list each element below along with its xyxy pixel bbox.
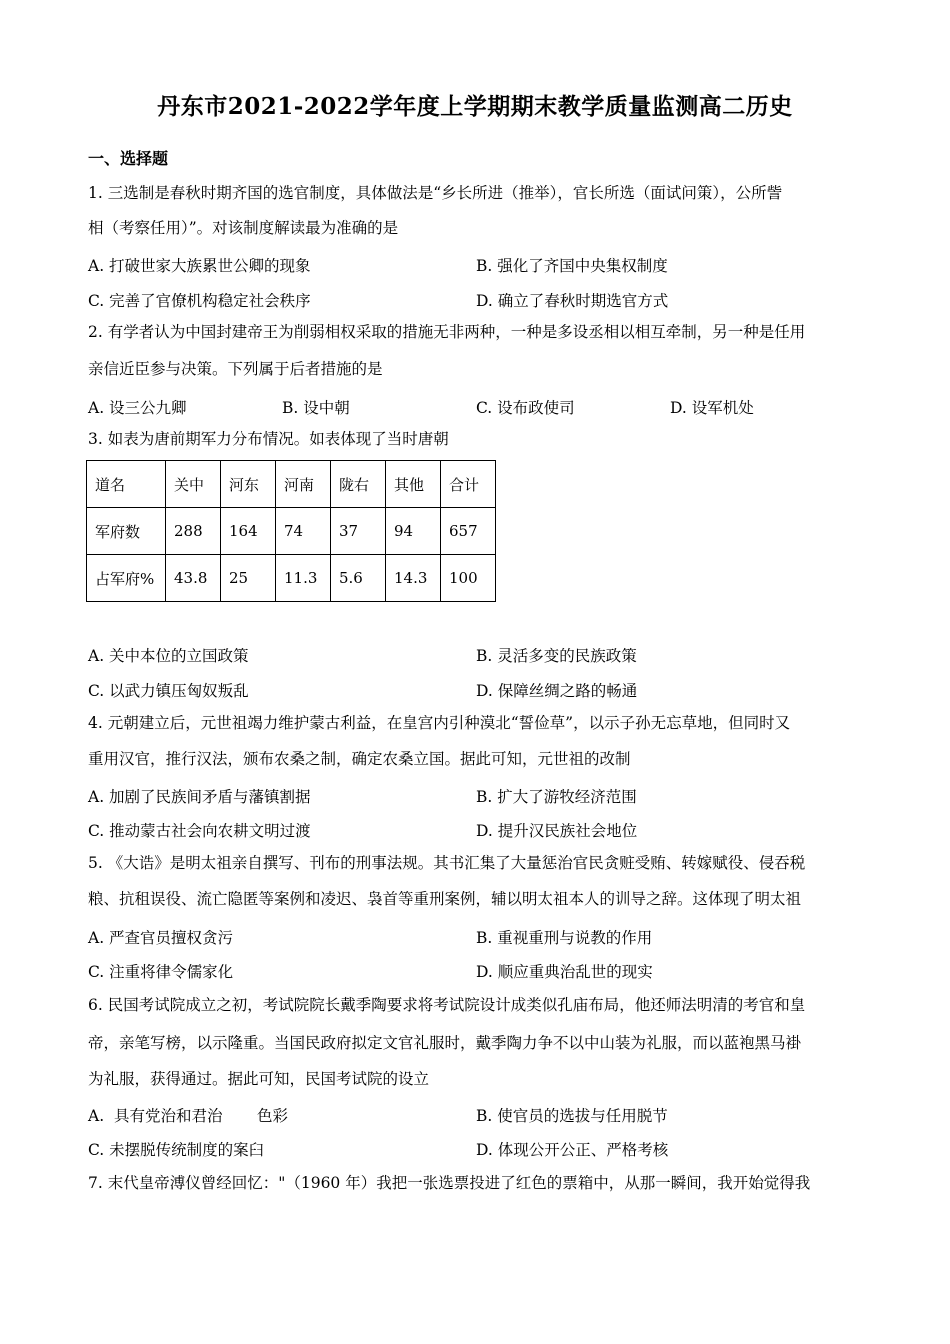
question-6-line-3: 为礼服，获得通过。据此可知，民国考试院的设立: [88, 1070, 430, 1088]
section-heading: 一、选择题: [88, 149, 169, 168]
question-6-option-c: C. 未摆脱传统制度的案臼: [88, 1141, 265, 1159]
table-cell: 河南: [276, 461, 331, 508]
question-1-line-1: 1. 三选制是春秋时期齐国的选官制度，具体做法是“乡长所进（推举），官长所选（面试问策），公所訾: [88, 184, 783, 202]
question-2-option-a: A. 设三公九卿: [88, 399, 187, 417]
table-cell: 25: [221, 555, 276, 602]
question-7-line-1: 7. 末代皇帝溥仪曾经回忆："（1960 年）我把一张选票投进了红色的票箱中，从那一瞬间，我开始觉得我: [88, 1174, 811, 1192]
table-cell: 道名: [87, 461, 166, 508]
question-2-option-d: D. 设军机处: [670, 399, 754, 417]
question-1-option-d: D. 确立了春秋时期选官方式: [476, 292, 669, 310]
question-4-line-2: 重用汉官，推行汉法，颁布农桑之制，确定农桑立国。据此可知，元世祖的改制: [88, 750, 631, 768]
table-cell: 164: [221, 508, 276, 555]
question-2-line-2: 亲信近臣参与决策。下列属于后者措施的是: [88, 360, 383, 378]
table-cell: 94: [386, 508, 441, 555]
table-row: [87, 508, 496, 555]
table-header-row: [87, 461, 496, 508]
table-cell: 11.3: [276, 555, 331, 602]
table-cell: 其他: [386, 461, 441, 508]
question-3-option-a: A. 关中本位的立国政策: [88, 647, 249, 665]
question-6-line-2: 帝，亲笔写榜，以示隆重。当国民政府拟定文官礼服时，戴季陶力争不以中山装为礼服，而以蓝袍黑马褂: [88, 1034, 802, 1052]
table-cell: 74: [276, 508, 331, 555]
question-3-option-d: D. 保障丝绸之路的畅通: [476, 682, 638, 700]
question-6-line-1: 6. 民国考试院成立之初，考试院院长戴季陶要求将考试院设计成类似孔庙布局，他还师法明清的考官和皇: [88, 996, 806, 1014]
question-4-option-d: D. 提升汉民族社会地位: [476, 822, 638, 840]
question-5-option-c: C. 注重将律令儒家化: [88, 963, 234, 981]
question-4-option-a: A. 加剧了民族间矛盾与藩镇割据: [88, 788, 311, 806]
question-4-option-c: C. 推动蒙古社会向农耕文明过渡: [88, 822, 311, 840]
question-5-line-2: 粮、抗租误役、流亡隐匿等案例和凌迟、袅首等重刑案例，辅以明太祖本人的训导之辞。这体现了明太祖: [88, 890, 802, 908]
table-cell: 关中: [166, 461, 221, 508]
table-cell: 37: [331, 508, 386, 555]
table-cell: 14.3: [386, 555, 441, 602]
table-cell: 657: [441, 508, 496, 555]
table-row: [87, 555, 496, 602]
question-1-option-a: A. 打破世家大族累世公卿的现象: [88, 257, 311, 275]
question-5-option-b: B. 重视重刑与说教的作用: [476, 929, 653, 947]
question-5-option-d: D. 顺应重典治乱世的现实: [476, 963, 653, 981]
table-cell: 288: [166, 508, 221, 555]
page-title: 丹东市2021-2022学年度上学期期末教学质量监测高二历史: [157, 93, 793, 120]
question-5-line-1: 5. 《大诰》是明太祖亲自撰写、刊布的刑事法规。其书汇集了大量惩治官民贪赃受贿、转嫁赋役、侵吞税: [88, 854, 806, 872]
question-5-option-a: A. 严查官员擅权贪污: [88, 929, 234, 947]
question-6-option-d: D. 体现公开公正、严格考核: [476, 1141, 669, 1159]
table-cell: 河东: [221, 461, 276, 508]
question-3-option-b: B. 灵活多变的民族政策: [476, 647, 637, 665]
question-1-option-c: C. 完善了官僚机构稳定社会秩序: [88, 292, 311, 310]
question-2-line-1: 2. 有学者认为中国封建帝王为削弱相权采取的措施无非两种，一种是多设丞相以相互牵制，另一种是任用: [88, 323, 806, 341]
question-2-option-b: B. 设中朝: [282, 399, 350, 417]
question-6-option-b: B. 使官员的选拔与任用脱节: [476, 1107, 668, 1125]
question-3-line-1: 3. 如表为唐前期军力分布情况。如表体现了当时唐朝: [88, 430, 449, 448]
question-1-option-b: B. 强化了齐国中央集权制度: [476, 257, 668, 275]
table-cell: 陇右: [331, 461, 386, 508]
table-cell: 合计: [441, 461, 496, 508]
table-cell: 占军府%: [87, 555, 166, 602]
question-4-line-1: 4. 元朝建立后，元世祖竭力维护蒙古利益，在皇宫内引种漠北“誓俭草”，以示子孙无忘草地，但同时又: [88, 714, 791, 732]
question-4-option-b: B. 扩大了游牧经济范围: [476, 788, 637, 806]
table-cell: 5.6: [331, 555, 386, 602]
table-cell: 43.8: [166, 555, 221, 602]
army-distribution-table: [86, 460, 496, 602]
question-6-option-a: A. 具有党治和君治 色彩: [88, 1107, 288, 1125]
question-3-option-c: C. 以武力镇压匈奴叛乱: [88, 682, 249, 700]
table-cell: 100: [441, 555, 496, 602]
question-2-option-c: C. 设布政使司: [476, 399, 575, 417]
question-1-line-2: 相（考察任用）”。对该制度解读最为准确的是: [88, 219, 399, 237]
table-cell: 军府数: [87, 508, 166, 555]
